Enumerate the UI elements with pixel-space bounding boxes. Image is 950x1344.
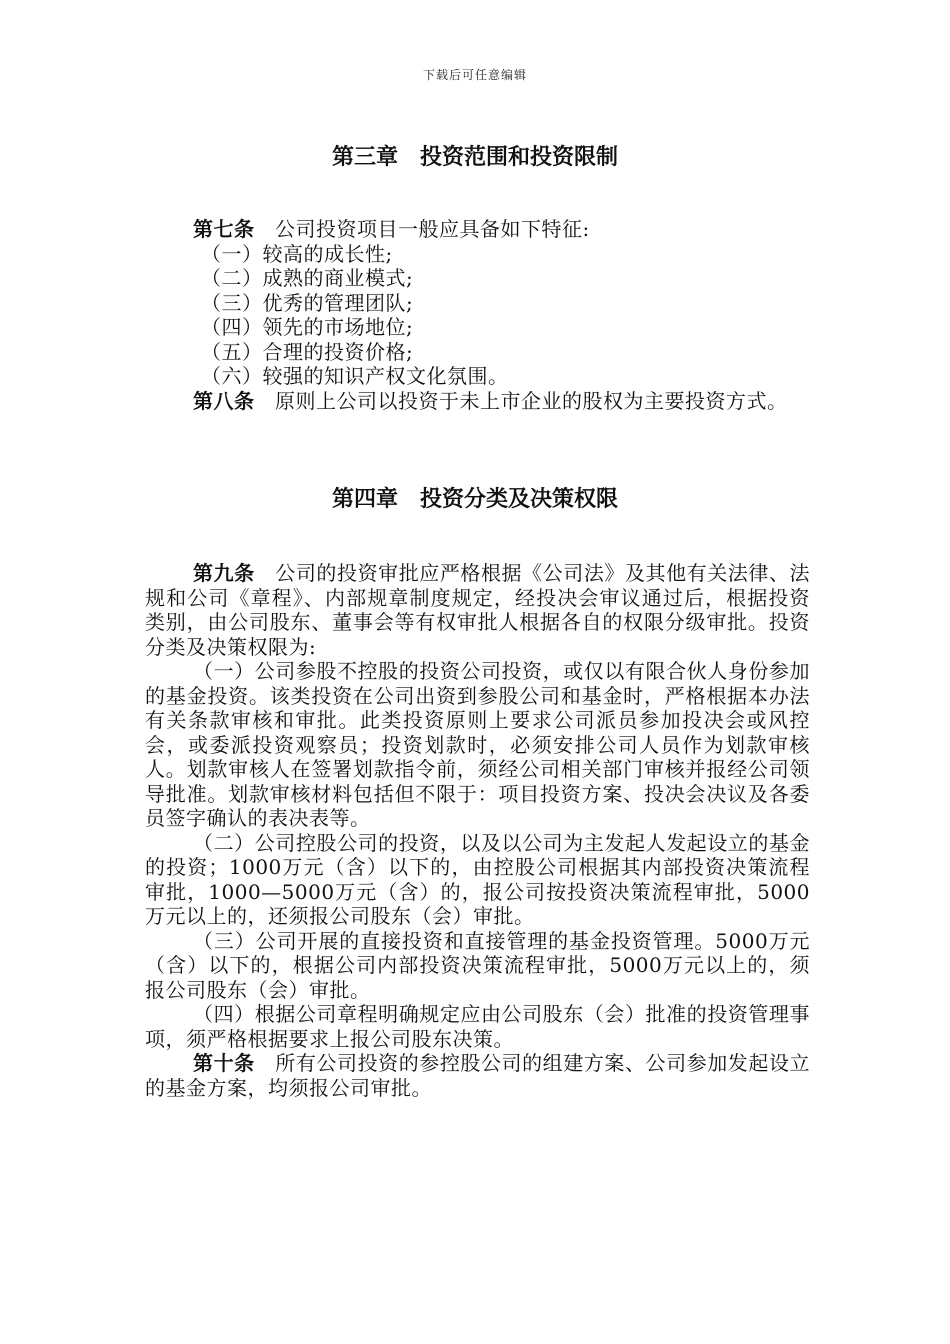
article-7-item-3: （三）优秀的管理团队; [201,290,414,315]
article-10-number: 第十条 [193,1051,255,1075]
article-7-intro: 公司投资项目一般应具备如下特征: [254,217,590,241]
article-9-item-2: （二）公司控股公司的投资，以及以公司为主发起人发起设立的基金的投资；1000万元（含）以下的，由控股公司根据其内部投资决策流程审批，1000—5000万元（含）的，报公司按投资决策流程审批，5000万元以上的，还须报公司股东（会）审批。 [145,830,810,928]
article-7-item-2: （二）成熟的商业模式; [201,266,414,290]
article-10 [145,1051,810,1100]
article-8-number: 第八条 [193,388,255,413]
article-10-text: 所有公司投资的参控股公司的组建方案、公司参加发起设立的基金方案，均须报公司审批。 [145,1051,811,1100]
article-9-number: 第九条 [193,561,255,585]
article-9-item-4: （四）根据公司章程明确规定应由公司股东（会）批准的投资管理事项，须严格根据要求上报公司股东决策。 [145,1002,810,1051]
article-7 [145,217,810,242]
article-7-item-6: （六）较强的知识产权文化氛围。 [201,364,509,388]
article-7-number: 第七条 [193,217,255,241]
article-9 [145,561,810,659]
article-7-item-5: （五）合理的投资价格; [201,339,414,364]
article-8 [145,389,810,414]
article-9-item-3: （三）公司开展的直接投资和直接管理的基金投资管理。5000万元（含）以下的，根据公司内部投资决策流程审批，5000万元以上的，须报公司股东（会）审批。 [145,928,810,1002]
header-note: 下载后可任意编辑 [422,68,527,82]
article-9-text: 公司的投资审批应严格根据《公司法》及其他有关法律、法规和公司《章程》、内部规章制度规定，经投决会审议通过后，根据投资类别，由公司股东、董事会等有权审批人根据各自的权限分级审批。投资分类及决策权限为: [145,561,811,659]
chapter-3-body [145,217,810,413]
chapter-4-title: 第四章 投资分类及决策权限 [331,487,618,512]
article-8-text: 原则上公司以投资于未上市企业的股权为主要投资方式。 [254,388,788,413]
article-9-item-1: （一）公司参股不控股的投资公司投资，或仅以有限合伙人身份参加的基金投资。该类投资在公司出资到参股公司和基金时，严格根据本办法有关条款审核和审批。此类投资原则上要求公司派员参加投决会或风控会，或委派投资观察员；投资划款时，必须安排公司人员作为划款审核人。划款审核人在签署划款指令前，须经公司相关部门审核并报经公司领导批准。划款审核材料包括但不限于：项目投资方案、投决会决议及各委员签字确认的表决表等。 [145,659,810,830]
chapter-3-title: 第三章 投资范围和投资限制 [331,145,618,170]
chapter-4-body [145,561,810,1100]
article-7-item-4: （四）领先的市场地位; [201,315,414,339]
article-7-item-1: （一）较高的成长性; [201,241,393,266]
